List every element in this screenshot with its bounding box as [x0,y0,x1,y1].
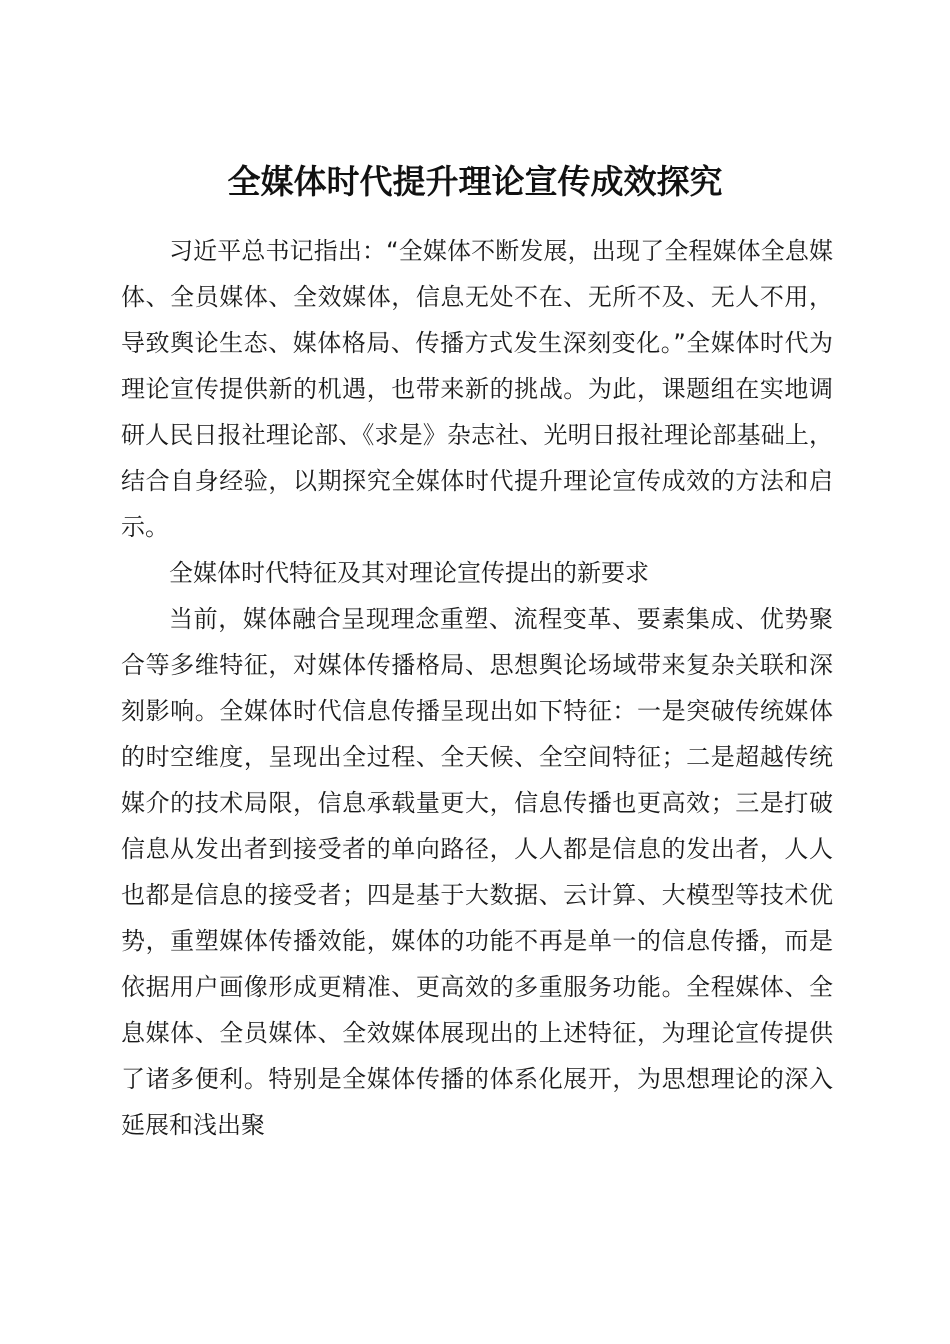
document-title: 全媒体时代提升理论宣传成效探究 [227,162,723,202]
document-body [121,228,833,1148]
section-heading: 全媒体时代特征及其对理论宣传提出的新要求 [169,559,649,587]
paragraph-intro: 习近平总书记指出：“全媒体不断发展，出现了全程媒体全息媒体、全员媒体、全效媒体，信息无处不在、无所不及、无人不用，导致舆论生态、媒体格局、传播方式发生深刻变化。”全媒体时代为理论宣传提供新的机遇，也带来新的挑战。为此，课题组在实地调研人民日报社理论部、《求是》杂志社、光明日报社理论部基础上，结合自身经验，以期探究全媒体时代提升理论宣传成效的方法和启示。 [121,237,833,541]
paragraph-features: 当前，媒体融合呈现理念重塑、流程变革、要素集成、优势聚合等多维特征，对媒体传播格局、思想舆论场域带来复杂关联和深刻影响。全媒体时代信息传播呈现出如下特征：一是突破传统媒体的时空维度，呈现出全过程、全天候、全空间特征；二是超越传统媒介的技术局限，信息承载量更大，信息传播也更高效；三是打破信息从发出者到接受者的单向路径，人人都是信息的发出者，人人也都是信息的接受者；四是基于大数据、云计算、大模型等技术优势，重塑媒体传播效能，媒体的功能不再是单一的信息传播，而是依据用户画像形成更精准、更高效的多重服务功能。全程媒体、全息媒体、全员媒体、全效媒体展现出的上述特征，为理论宣传提供了诸多便利。特别是全媒体传播的体系化展开，为思想理论的深入延展和浅出聚 [121,605,833,1139]
